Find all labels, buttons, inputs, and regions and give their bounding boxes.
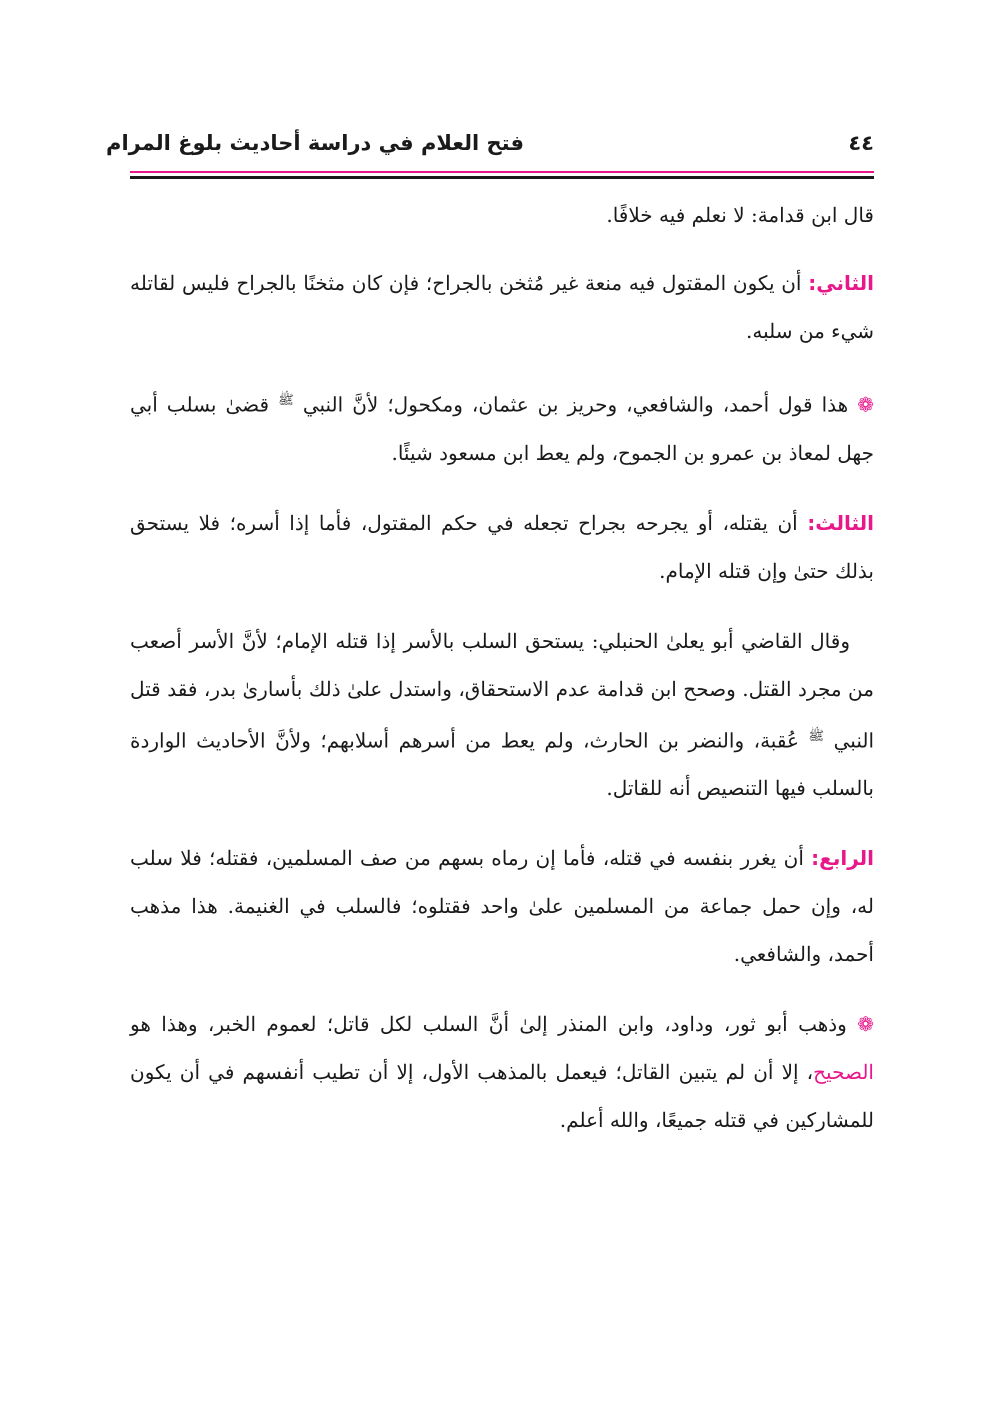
paragraph — [130, 259, 874, 355]
paragraph — [130, 1000, 874, 1144]
paragraph-text: وذهب أبو ثور، وداود، وابن المنذر إلىٰ أنَّ السلب لكل قاتل؛ لعموم الخبر، وهذا هو — [130, 1012, 847, 1037]
body-text — [130, 191, 874, 1144]
paragraph-text: وقال القاضي أبو يعلىٰ الحنبلي: يستحق السلب بالأسر إذا قتله الإمام؛ لأنَّ الأسر أصعب من مجرد القتل. وصحح ابن قدامة عدم الاستحقاق، واستدل علىٰ ذلك بأسارىٰ بدر، فقد قتل النبي — [130, 628, 875, 753]
paragraph-text: ، إلا أن لم يتبين القاتل؛ فيعمل بالمذهب الأول، إلا أن تطيب أنفسهم في أن يكون للمشاركين في قتله جميعًا، والله أعلم. — [130, 1060, 874, 1133]
header-rule-accent — [130, 171, 874, 173]
flower-icon: ❁ — [857, 1012, 875, 1037]
paragraph — [130, 617, 874, 813]
paragraph-text: قضىٰ بسلب أبي جهل لمعاذ بن عمرو بن الجموح، ولم يعط ابن مسعود شيئًا. — [130, 392, 874, 465]
section-label: الثاني: — [808, 271, 874, 295]
paragraph — [130, 377, 874, 477]
header-rule-dark — [130, 176, 874, 179]
flower-icon: ❁ — [857, 392, 874, 417]
paragraph-text: أن يغرر بنفسه في قتله، فأما إن رماه بسهم من صف المسلمين، فقتله؛ فلا سلب له، وإن حمل جماعة من المسلمين علىٰ واحد فقتلوه؛ فالسلب في الغنيمة. هذا مذهب أحمد، والشافعي. — [130, 846, 874, 967]
honorific-icon: ﷺ — [278, 393, 294, 408]
paragraph-text: عُقبة، والنضر بن الحارث، ولم يعط من أسرهم أسلابهم؛ ولأنَّ الأحاديث الواردة بالسلب فيها التنصيص أنه للقاتل. — [130, 728, 874, 801]
page-header — [106, 125, 874, 167]
section-label: الرابع: — [811, 846, 875, 871]
paragraph-text: أن يكون المقتول فيه منعة غير مُثخن بالجراح؛ فإن كان مثخنًا بالجراح فليس لقاتله شيء من سلبه. — [130, 271, 874, 343]
book-title: فتح العلام في دراسة أحاديث بلوغ المرام — [106, 131, 524, 155]
highlighted-term: الصحيح — [813, 1060, 874, 1085]
page-number: ٤٤ — [848, 131, 874, 155]
paragraph-text: قال ابن قدامة: لا نعلم فيه خلافًا. — [606, 203, 874, 227]
section-label: الثالث: — [807, 510, 874, 535]
paragraph — [130, 191, 874, 239]
paragraph — [130, 834, 874, 978]
paragraph — [130, 499, 874, 595]
paragraph-text: أن يقتله، أو يجرحه بجراح تجعله في حكم المقتول، فأما إذا أسره؛ فلا يستحق بذلك حتىٰ وإن قتله الإمام. — [130, 510, 874, 583]
paragraph-text: هذا قول أحمد، والشافعي، وحريز بن عثمان، ومكحول؛ لأنَّ النبي — [302, 392, 849, 417]
page — [106, 125, 875, 1166]
honorific-icon: ﷺ — [808, 728, 825, 744]
